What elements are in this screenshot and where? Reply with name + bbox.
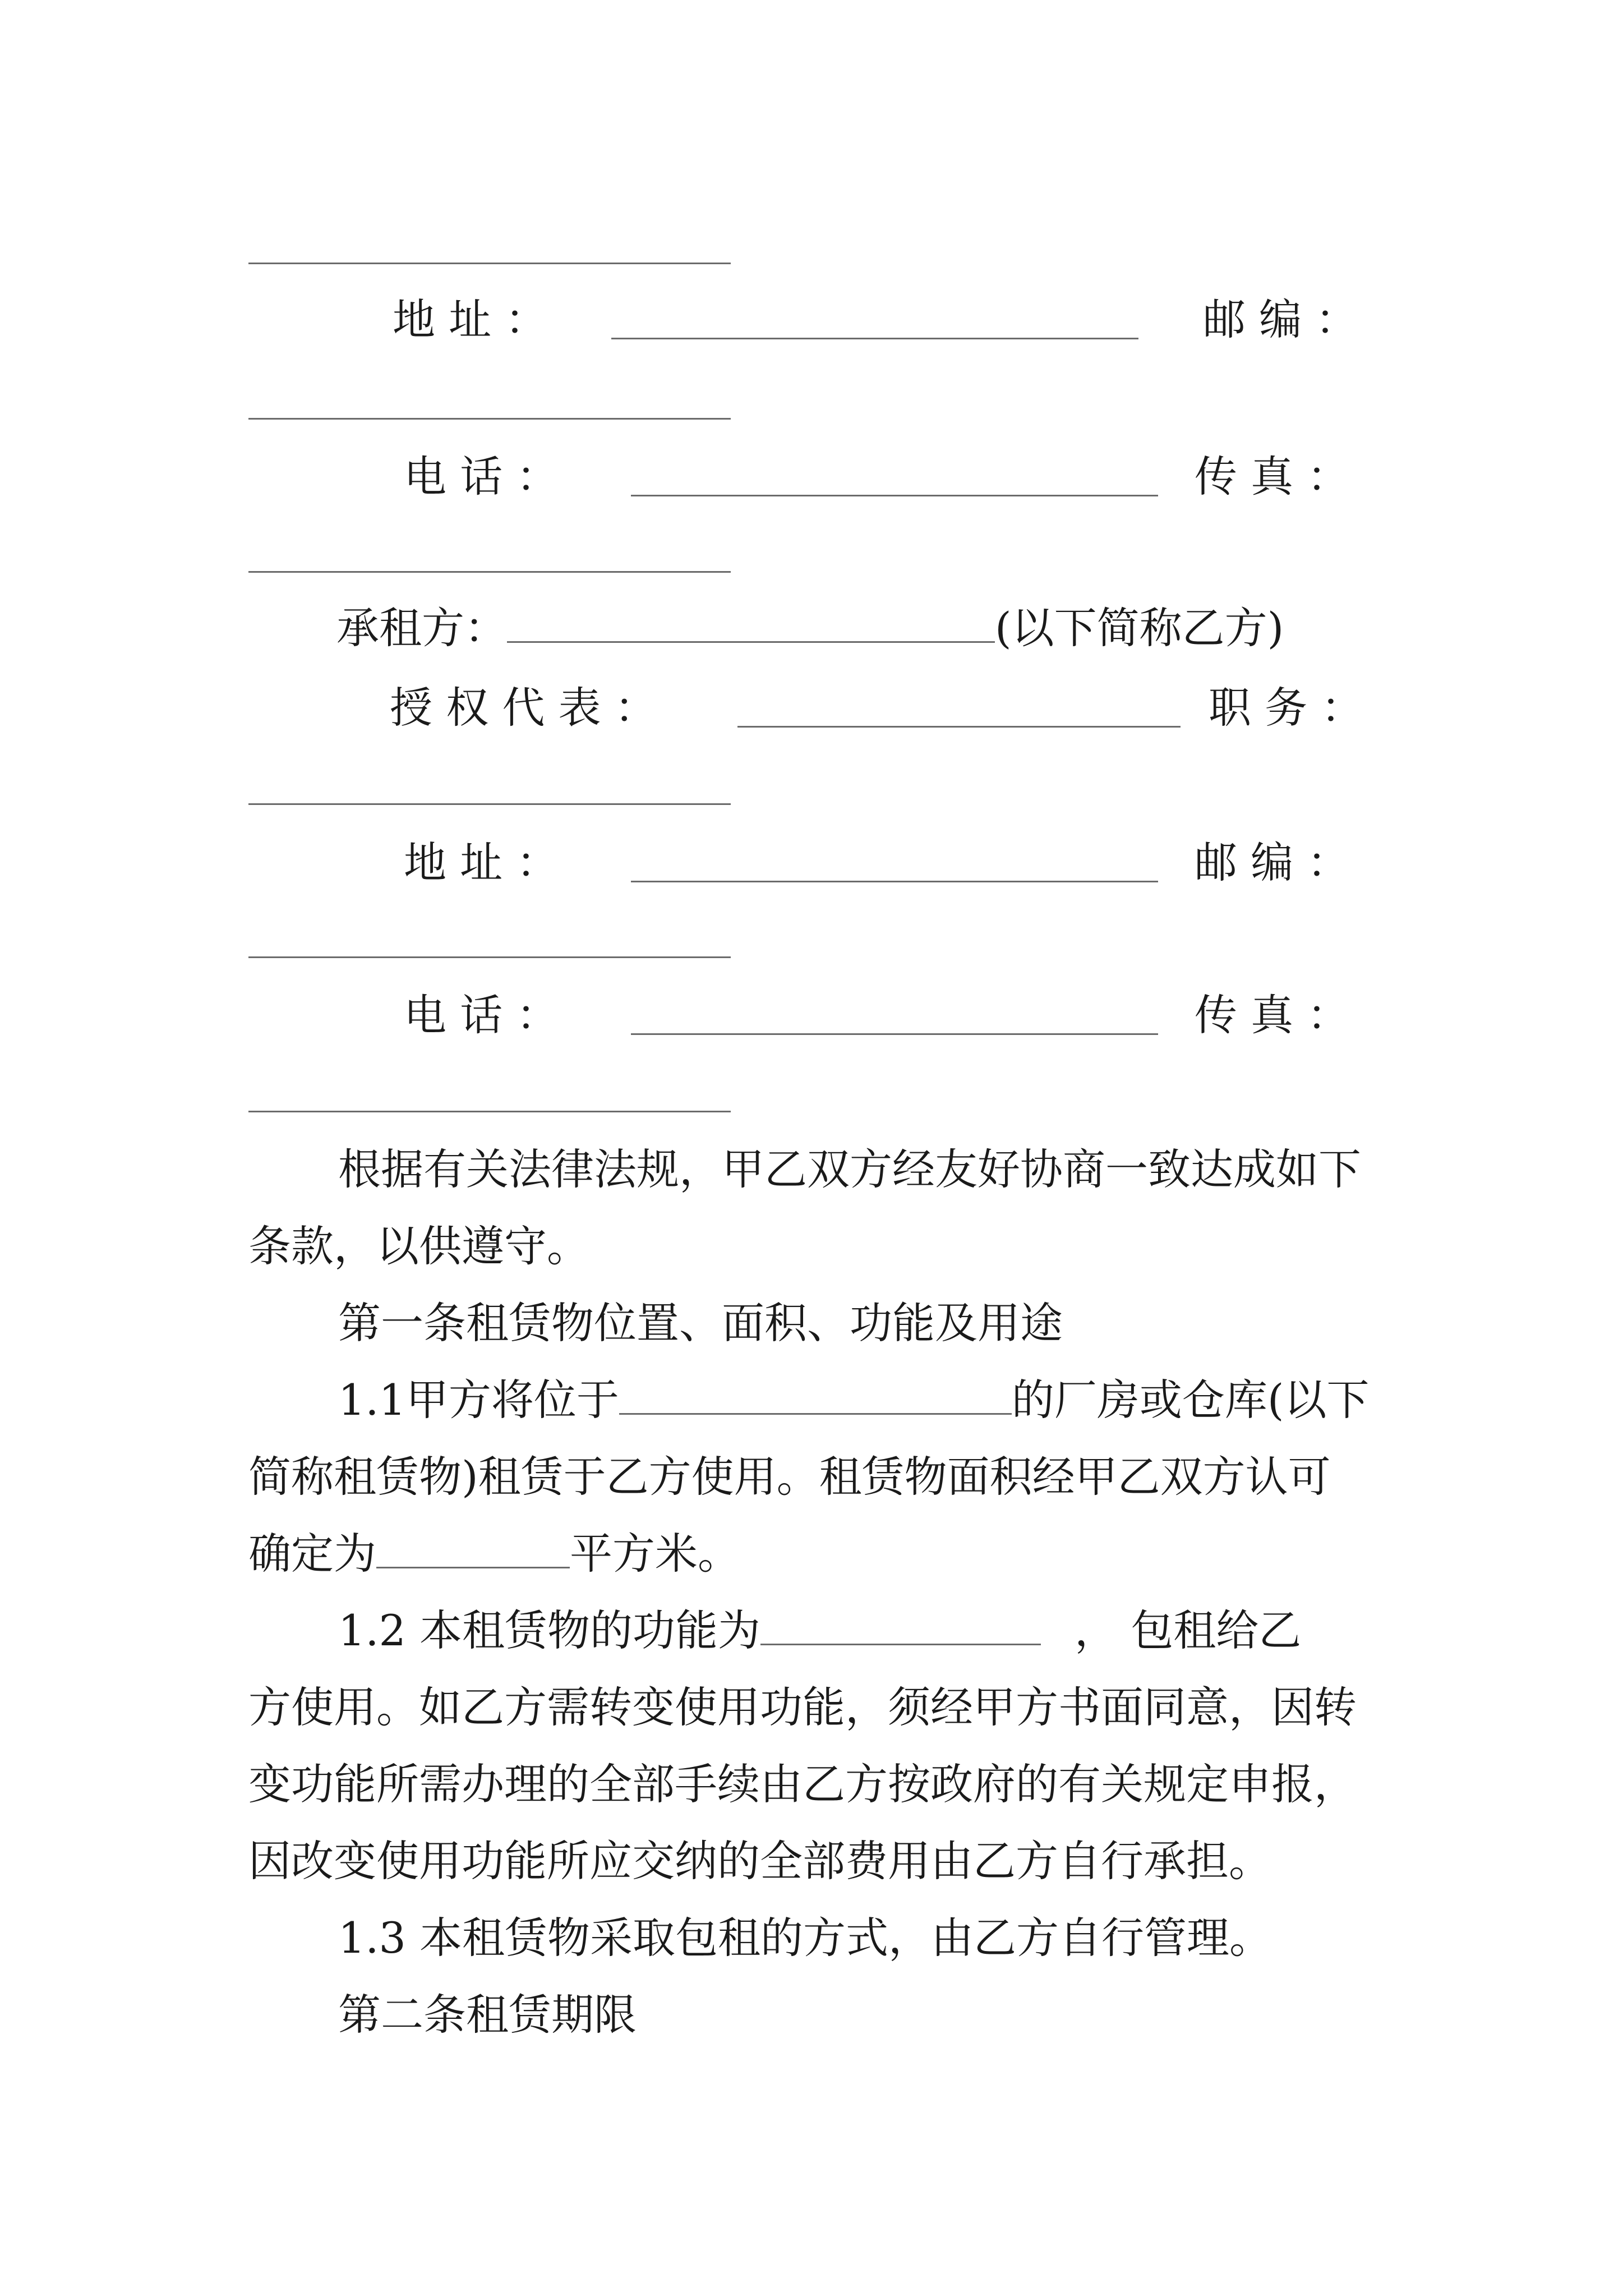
clause-1-2-line-4: 因改变使用功能所应交纳的全部费用由乙方自行承担。 xyxy=(248,1836,1271,1886)
lessee-fax-label: 传 真 ： xyxy=(1195,990,1350,1040)
lessee-fax-blank-line xyxy=(248,1111,731,1112)
rep-blank[interactable] xyxy=(737,726,1181,728)
article-2-title: 第二条租赁期限 xyxy=(338,1990,637,2040)
lessee-phone-row xyxy=(0,987,1623,1043)
rep-label: 授 权 代 表 ： xyxy=(390,683,657,733)
function-blank[interactable] xyxy=(760,1608,1041,1645)
phone-label: 电 话 ： xyxy=(404,452,559,501)
clause-1-2-line-2: 方使用。如乙方需转变使用功能，须经甲方书面同意，因转 xyxy=(248,1682,1357,1732)
article-1-title: 第一条租赁物位置、面积、功能及用途 xyxy=(338,1298,1063,1348)
lessee-postcode-blank-line xyxy=(248,956,731,958)
clause-1-1-prefix: 1.1甲方将位于 xyxy=(338,1375,619,1425)
clause-1-2-line-3: 变功能所需办理的全部手续由乙方按政府的有关规定申报， xyxy=(248,1759,1357,1809)
lessee-address-row xyxy=(0,835,1623,891)
phone-blank[interactable] xyxy=(631,495,1158,496)
clause-1-1-suffix: 的厂房或仓库(以下 xyxy=(1011,1375,1370,1425)
clause-1-2-line-1 xyxy=(338,1603,1301,1659)
lessee-address-blank[interactable] xyxy=(631,881,1158,882)
position-label: 职 务 ： xyxy=(1209,683,1364,733)
lessee-blank[interactable] xyxy=(507,605,995,643)
clause-1-1-line-3 xyxy=(248,1526,740,1582)
lessee-suffix: (以下简称乙方) xyxy=(995,603,1284,653)
area-suffix: 平方米。 xyxy=(570,1529,740,1579)
location-blank[interactable] xyxy=(619,1377,1012,1415)
area-prefix: 确定为 xyxy=(248,1529,376,1579)
lessee-address-label: 地 址 ： xyxy=(404,838,559,887)
clause-1-3: 1.3 本租赁物采取包租的方式，由乙方自行管理。 xyxy=(338,1913,1272,1963)
lessor-phone-row xyxy=(0,449,1623,505)
intro-line-2: 条款，以供遵守。 xyxy=(248,1221,589,1271)
fax-blank-line xyxy=(248,263,731,264)
lessee-row xyxy=(336,600,1284,656)
lessee-rep-row xyxy=(0,680,1623,736)
clause-1-1-line-1 xyxy=(338,1372,1370,1428)
address-blank[interactable] xyxy=(611,338,1138,339)
clause-1-2-prefix: 1.2 本租赁物的功能为 xyxy=(338,1605,761,1655)
address-label: 地 址 ： xyxy=(393,295,548,344)
lessee-label: 承租方： xyxy=(336,603,507,653)
position-blank-line xyxy=(248,803,731,805)
clause-1-2-suffix: ， 包租给乙 xyxy=(1075,1605,1302,1655)
lessee-phone-label: 电 话 ： xyxy=(404,990,559,1040)
fax-label: 传 真 ： xyxy=(1195,452,1350,501)
fax-blank-line-2 xyxy=(248,571,731,573)
lessor-address-row xyxy=(0,292,1623,348)
lessee-phone-blank[interactable] xyxy=(631,1033,1158,1035)
intro-line-1: 根据有关法律法规，甲乙双方经友好协商一致达成如下 xyxy=(338,1144,1361,1194)
lessee-postcode-label: 邮 编 ： xyxy=(1195,838,1350,887)
area-blank[interactable] xyxy=(376,1531,570,1568)
postcode-label: 邮 编 ： xyxy=(1203,295,1358,344)
postcode-blank-line xyxy=(248,418,731,420)
clause-1-1-line-2: 简称租赁物)租赁于乙方使用。租赁物面积经甲乙双方认可 xyxy=(248,1452,1331,1502)
